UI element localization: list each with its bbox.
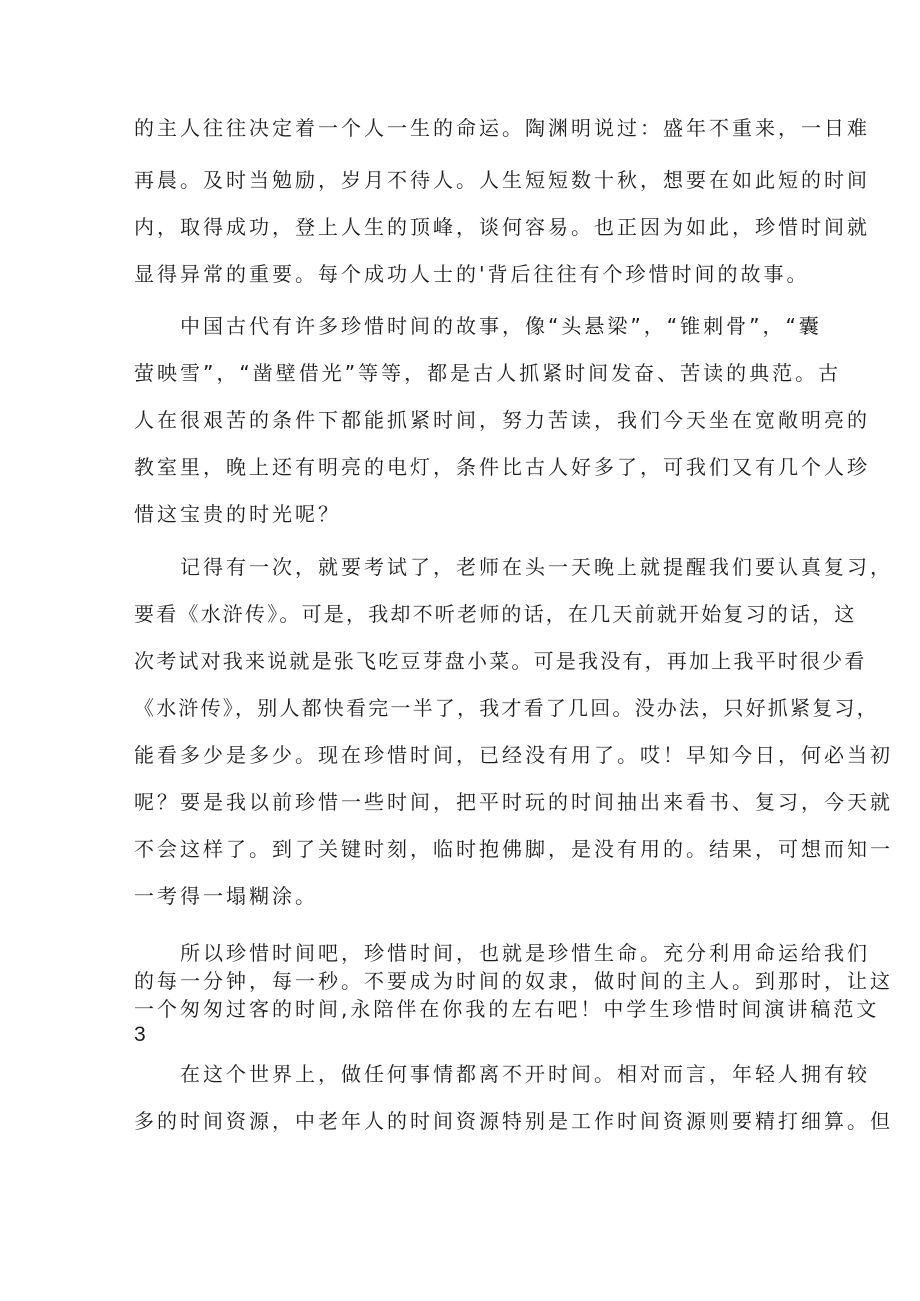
- text-line: 所以珍惜时间吧，珍惜时间，也就是珍惜生命。充分利用命运给我们: [180, 941, 870, 965]
- text-line: 呢？要是我以前珍惜一些时间，把平时玩的时间抽出来看书、复习，今天就: [134, 790, 893, 814]
- text-line: 多的时间资源，中老年人的时间资源特别是工作时间资源则要精打细算。但: [134, 1109, 893, 1133]
- text-line: 内，取得成功，登上人生的顶峰，谈何容易。也正因为如此，珍惜时间就: [134, 215, 870, 239]
- text-line: 惜这宝贵的时光呢？: [134, 502, 341, 526]
- text-line: 能看多少是多少。现在珍惜时间，已经没有用了。哎！早知今日，何必当初: [134, 743, 893, 767]
- text-line: 不会这样了。到了关键时刻，临时抱佛脚，是没有用的。结果，可想而知一: [134, 837, 893, 861]
- text-line: 教室里，晚上还有明亮的电灯，条件比古人好多了，可我们又有几个人珍: [134, 455, 870, 479]
- text-line: 记得有一次，就要考试了，老师在头一天晚上就提醒我们要认真复习，: [180, 555, 893, 579]
- text-line: 要看《水浒传》。可是，我却不听老师的话，在几天前就开始复习的话，这: [134, 602, 857, 626]
- text-line: 的每一分钟，每一秒。不要成为时间的奴隶，做时间的主人。到那时，让这: [134, 969, 893, 993]
- text-line: 再晨。及时当勉励，岁月不待人。人生短短数十秋，想要在如此短的时间: [134, 168, 870, 192]
- text-line: 显得异常的重要。每个成功人士的'背后往往有个珍惜时间的故事。: [134, 262, 810, 286]
- text-line: 中国古代有许多珍惜时间的故事，像“头悬梁”，“锥刺骨”，“囊: [180, 314, 822, 338]
- text-line: 一个匆匆过客的时间,永陪伴在你我的左右吧！中学生珍惜时间演讲稿范文: [134, 997, 880, 1021]
- text-line: 在这个世界上，做任何事情都离不开时间。相对而言，年轻人拥有较: [180, 1062, 870, 1086]
- text-line: 次考试对我来说就是张飞吃豆芽盘小菜。可是我没有，再加上我平时很少看: [134, 649, 867, 673]
- text-line: 萤映雪”，“凿壁借光”等等，都是古人抓紧时间发奋、苦读的典范。古: [134, 361, 842, 385]
- text-line: 一考得一塌糊涂。: [134, 884, 318, 908]
- text-line: 的主人往往决定着一个人一生的命运。陶渊明说过：盛年不重来，一日难: [134, 116, 870, 140]
- text-line: 《水浒传》，别人都快看完一半了，我才看了几回。没办法，只好抓紧复习，: [134, 696, 879, 720]
- text-line: 人在很艰苦的条件下都能抓紧时间，努力苦读，我们今天坐在宽敞明亮的: [134, 408, 870, 432]
- section-number: 3: [134, 1023, 146, 1046]
